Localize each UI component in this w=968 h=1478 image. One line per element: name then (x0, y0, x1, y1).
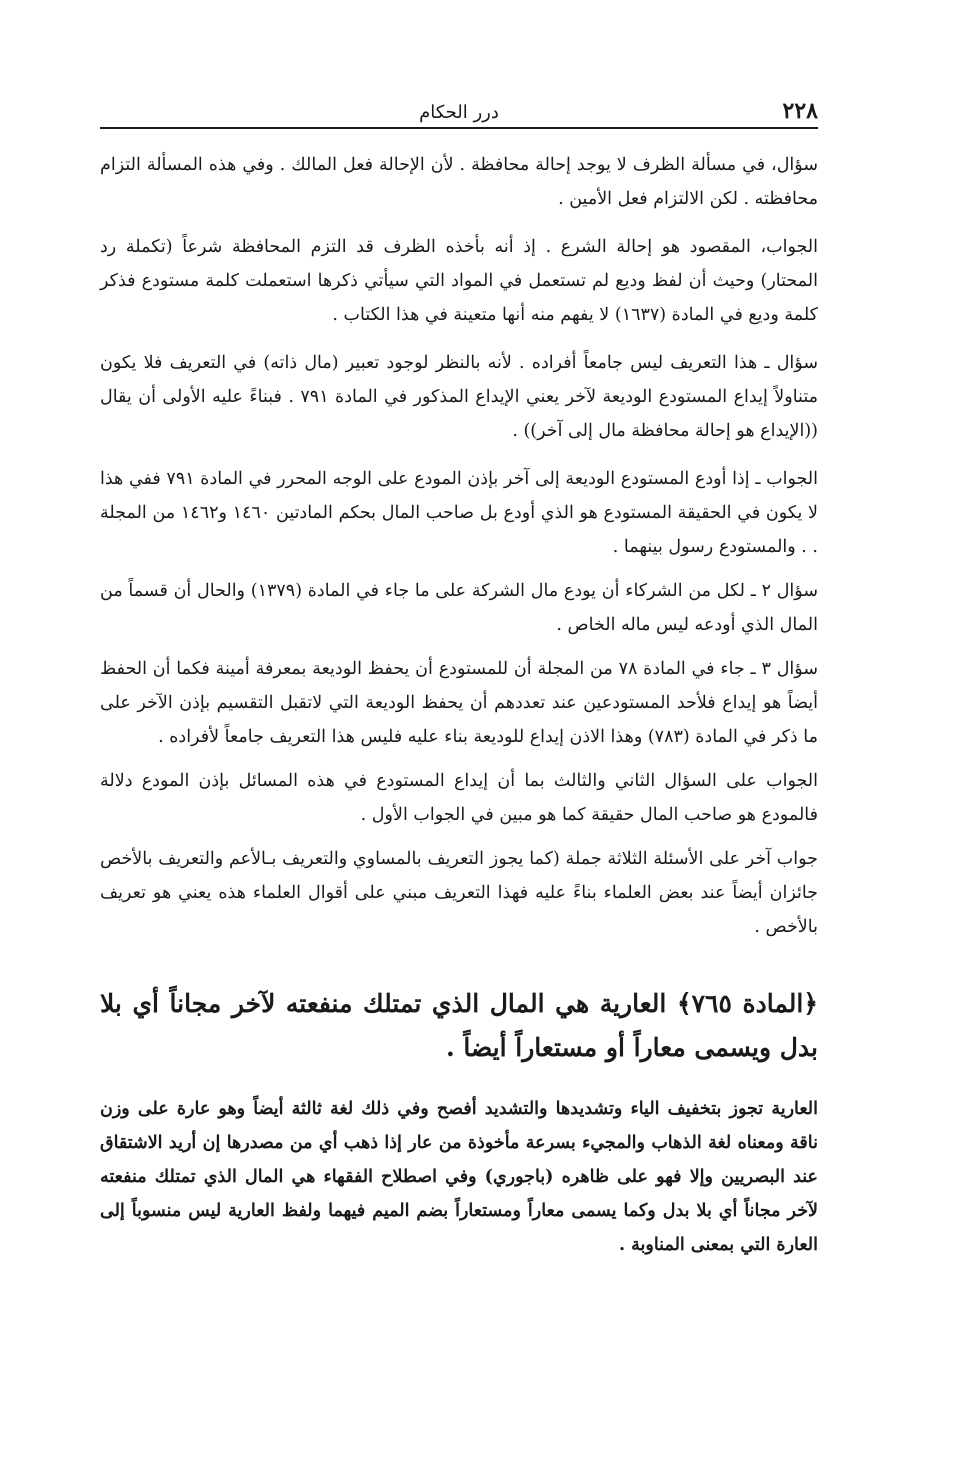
paragraph-question-1: سؤال، في مسألة الظرف لا يوجد إحالة محافظة . لأن الإحالة فعل المالك . وفي هذه المسألة التزام محافظته . لكن الالتزام فعل الأمين . (100, 155, 818, 209)
paragraph-answer-1: الجواب، المقصود هو إحالة الشرع . إذ أنه بأخذه الظرف قد التزم المحافظة شرعاً (تكملة رد المحتار) وحيث أن لفظ وديع لم تستعمل في المواد التي سيأتي ذكرها استعملت كلمة مستودع فذكر كلمة وديع في المادة (١٦٣٧) لا يفهم منه أنها متعينة في هذا الكتاب . (100, 237, 818, 325)
paragraph-question-3: سؤال ٢ ـ لكل من الشركاء أن يودع مال الشركة على ما جاء في المادة (١٣٧٩) والحال أن قسماً من المال الذي أودعه ليس ماله الخاص . (100, 581, 818, 635)
paragraph-answer-4: جواب آخر على الأسئلة الثلاثة جملة (كما يجوز التعريف بالمساوي والتعريف بـالأعم والتعريف بالأخص جائزان أيضاً عند بعض العلماء بناءً عليه فهذا التعريف مبني على أقوال العلماء هذه يعني هو تعريف بالأخص . (100, 849, 818, 937)
paragraph-answer-3: الجواب على السؤال الثاني والثالث بما أن إيداع المستودع في هذه المسائل بإذن المودع دلالة فالمودع هو صاحب المال حقيقة كما هو مبين في الجواب الأول . (100, 771, 818, 825)
article-number: ﴿المادة ٧٦٥﴾ (676, 989, 818, 1018)
running-header (100, 92, 818, 132)
paragraph-answer-2: الجواب ـ إذا أودع المستودع الوديعة إلى آخر بإذن المودع على الوجه المحرر في المادة ٧٩١ ففي هذا لا يكون في الحقيقة المستودع هو الذي أودع بل صاحب المال بحكم المادتين ١٤٦٠ و١٤٦٢ من المجلة . . والمستودع رسول بينهما . (100, 469, 818, 557)
paragraph-question-2: سؤال ـ هذا التعريف ليس جامعاً أفراده . لأنه بالنظر لوجود تعبير (مال ذاته) في التعريف فلا يكون متناولاً إيداع المستودع الوديعة لآخر يعني الإيداع المذكور في المادة ٧٩١ . فبناءً عليه الأولى أن يقال ((الإيداع هو إحالة محافظة مال إلى آخر)) . (100, 353, 818, 441)
header-divider (100, 127, 818, 129)
main-text (100, 148, 818, 1262)
paragraph-question-4: سؤال ٣ ـ جاء في المادة ٧٨ من المجلة أن للمستودع أن يحفظ الوديعة بمعرفة أمينة فكما أن الحفظ أيضاً هو إيداع فلأحد المستودعين عند تعددهم أن يحفظ الوديعة التي لاتقبل التقسيم بإذن الآخر على ما ذكر في المادة (٧٨٣) وهذا الاذن إيداع للوديعة بناء عليه فليس هذا التعريف جامعاً لأفراده . (100, 659, 818, 747)
article-heading (100, 982, 818, 1070)
book-title: درر الحكام (419, 102, 499, 123)
page-number: ٢٢٨ (782, 98, 818, 124)
article-heading-text: العارية هي المال الذي تمتلك منفعته لآخر مجاناً أي بلا بدل ويسمى معاراً أو مستعاراً أيضاً . (100, 989, 818, 1062)
article-commentary: العارية تجوز بتخفيف الياء وتشديدها والتشديد أفصح وفي ذلك لغة ثالثة أيضاً وهو عارة على وزن ناقة ومعناه لغة الذهاب والمجيء بسرعة مأخوذة من عار إذا ذهب أي من مصدرها إن أريد الاشتقاق عند البصريين وإلا فهو على ظاهره (باجوري) وفي اصطلاح الفقهاء هي المال الذي تمتلك منفعته لآخر مجاناً أي بلا بدل وكما يسمى معاراً ومستعاراً بضم الميم فيهما ولفظ العارية ليس منسوباً إلى العارة التي بمعنى المناوبة . (100, 1099, 818, 1255)
